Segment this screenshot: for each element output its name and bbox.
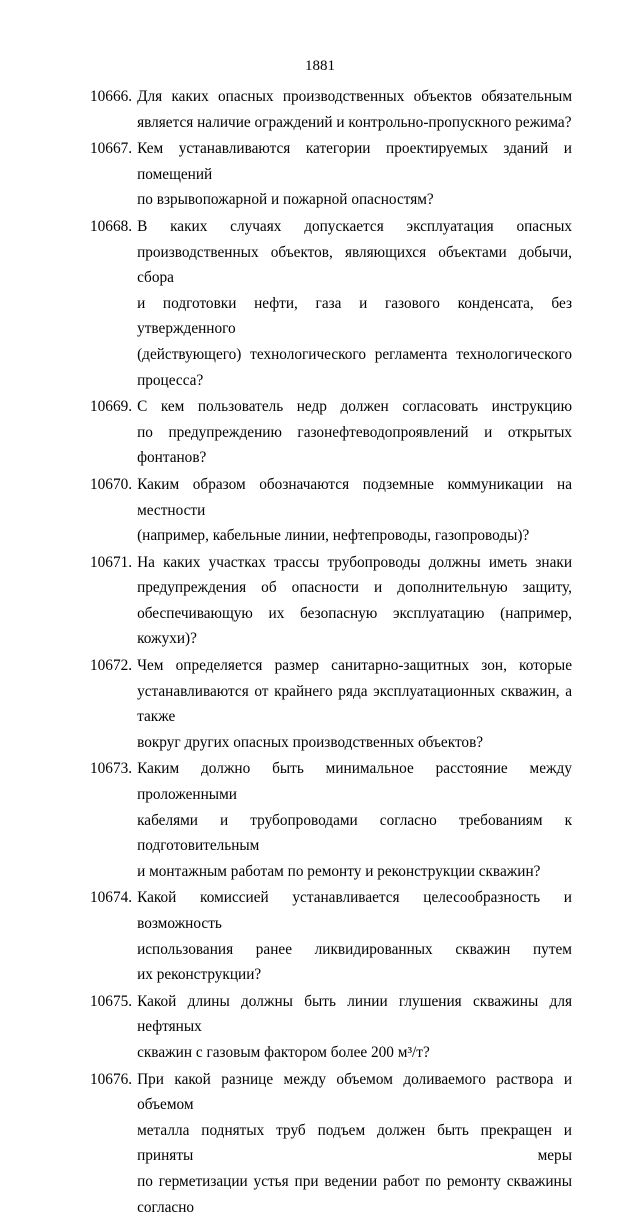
question-text <box>132 653 572 755</box>
question-text-line: по герметизации устья при ведении работ по ремонту скважины согласно <box>137 1172 572 1216</box>
question-text-line: предупреждения об опасности и дополнительную защиту, <box>137 579 572 597</box>
question-text <box>132 1067 572 1221</box>
question-item <box>90 472 572 549</box>
question-text <box>132 136 572 213</box>
question-text <box>132 472 572 549</box>
question-text-line: Какой длины должны быть линии глушения скважины для нефтяных <box>137 992 572 1036</box>
page-number: 1881 <box>305 58 335 74</box>
question-text-line: процесса? <box>137 371 204 389</box>
question-text-line: производственных объектов, являющихся объектами добычи, сбора <box>137 243 572 287</box>
question-text-line: кабелями и трубопроводами согласно требованиям к подготовительным <box>137 811 572 855</box>
question-number: 10670. <box>90 475 133 493</box>
question-text-line: является наличие ограждений и контрольно-пропускного режима? <box>137 113 572 131</box>
question-text <box>132 885 572 987</box>
question-text-line: Чем определяется размер санитарно-защитных зон, которые <box>137 657 572 675</box>
question-number: 10671. <box>90 553 133 571</box>
question-item <box>90 214 572 393</box>
question-text-line: Каким образом обозначаются подземные коммуникации на местности <box>137 475 572 519</box>
question-text <box>132 214 572 393</box>
question-text-line: Для каких опасных производственных объектов обязательным <box>137 88 572 105</box>
question-item <box>90 550 572 652</box>
question-number: 10676. <box>90 1070 133 1088</box>
question-text-line: обеспечивающую их безопасную эксплуатацию (например, кожухи)? <box>137 604 572 648</box>
question-number: 10669. <box>90 398 133 416</box>
question-text <box>132 84 572 135</box>
question-number: 10675. <box>90 992 133 1010</box>
question-text <box>132 989 572 1066</box>
question-text <box>132 550 572 652</box>
question-text <box>132 394 572 471</box>
question-text-line: по предупреждению газонефтеводопроявлений и открытых фонтанов? <box>137 423 572 467</box>
question-text-line: по взрывопожарной и пожарной опасностям? <box>137 191 434 209</box>
question-list <box>90 84 572 1221</box>
question-text-line: и монтажным работам по ремонту и реконструкции скважин? <box>137 862 541 880</box>
question-text-line: (действующего) технологического регламента технологического <box>137 345 572 363</box>
question-text-line: их реконструкции? <box>137 966 262 984</box>
question-number: 10667. <box>90 140 133 158</box>
question-item <box>90 653 572 755</box>
question-number: 10668. <box>90 217 133 235</box>
question-text-line: При какой разнице между объемом доливаемого раствора и объемом <box>137 1070 572 1114</box>
question-text-line: На каких участках трассы трубопроводы должны иметь знаки <box>137 553 572 571</box>
question-item <box>90 885 572 987</box>
question-text-line: и подготовки нефти, газа и газового конденсата, без утвержденного <box>137 294 572 338</box>
question-text-line: вокруг других опасных производственных объектов? <box>137 733 484 751</box>
question-item <box>90 136 572 213</box>
question-number: 10672. <box>90 657 133 675</box>
question-text-line: Каким должно быть минимальное расстояние между проложенными <box>137 760 572 804</box>
question-text-line: использования ранее ликвидированных скважин путем <box>137 940 572 958</box>
question-text-line: (например, кабельные линии, нефтепроводы, газопроводы)? <box>137 527 530 545</box>
question-text-line: В каких случаях допускается эксплуатация опасных <box>137 217 572 235</box>
question-text-line: металла поднятых труб подъем должен быть прекращен и приняты меры <box>137 1121 572 1165</box>
question-number: 10674. <box>90 889 133 907</box>
question-number: 10673. <box>90 760 133 778</box>
question-item <box>90 1067 572 1221</box>
question-item <box>90 394 572 471</box>
question-text-line: устанавливаются от крайнего ряда эксплуатационных скважин, а также <box>137 682 572 726</box>
question-text-line: С кем пользователь недр должен согласовать инструкцию <box>137 398 572 416</box>
question-item <box>90 756 572 884</box>
question-text-line: скважин с газовым фактором более 200 м³/т? <box>137 1043 430 1061</box>
question-text-line: Какой комиссией устанавливается целесообразность и возможность <box>137 889 572 932</box>
question-text-line: Кем устанавливаются категории проектируемых зданий и помещений <box>137 140 572 183</box>
question-number: 10666. <box>90 88 133 105</box>
question-item <box>90 84 572 135</box>
question-item <box>90 989 572 1066</box>
question-text <box>132 756 572 884</box>
